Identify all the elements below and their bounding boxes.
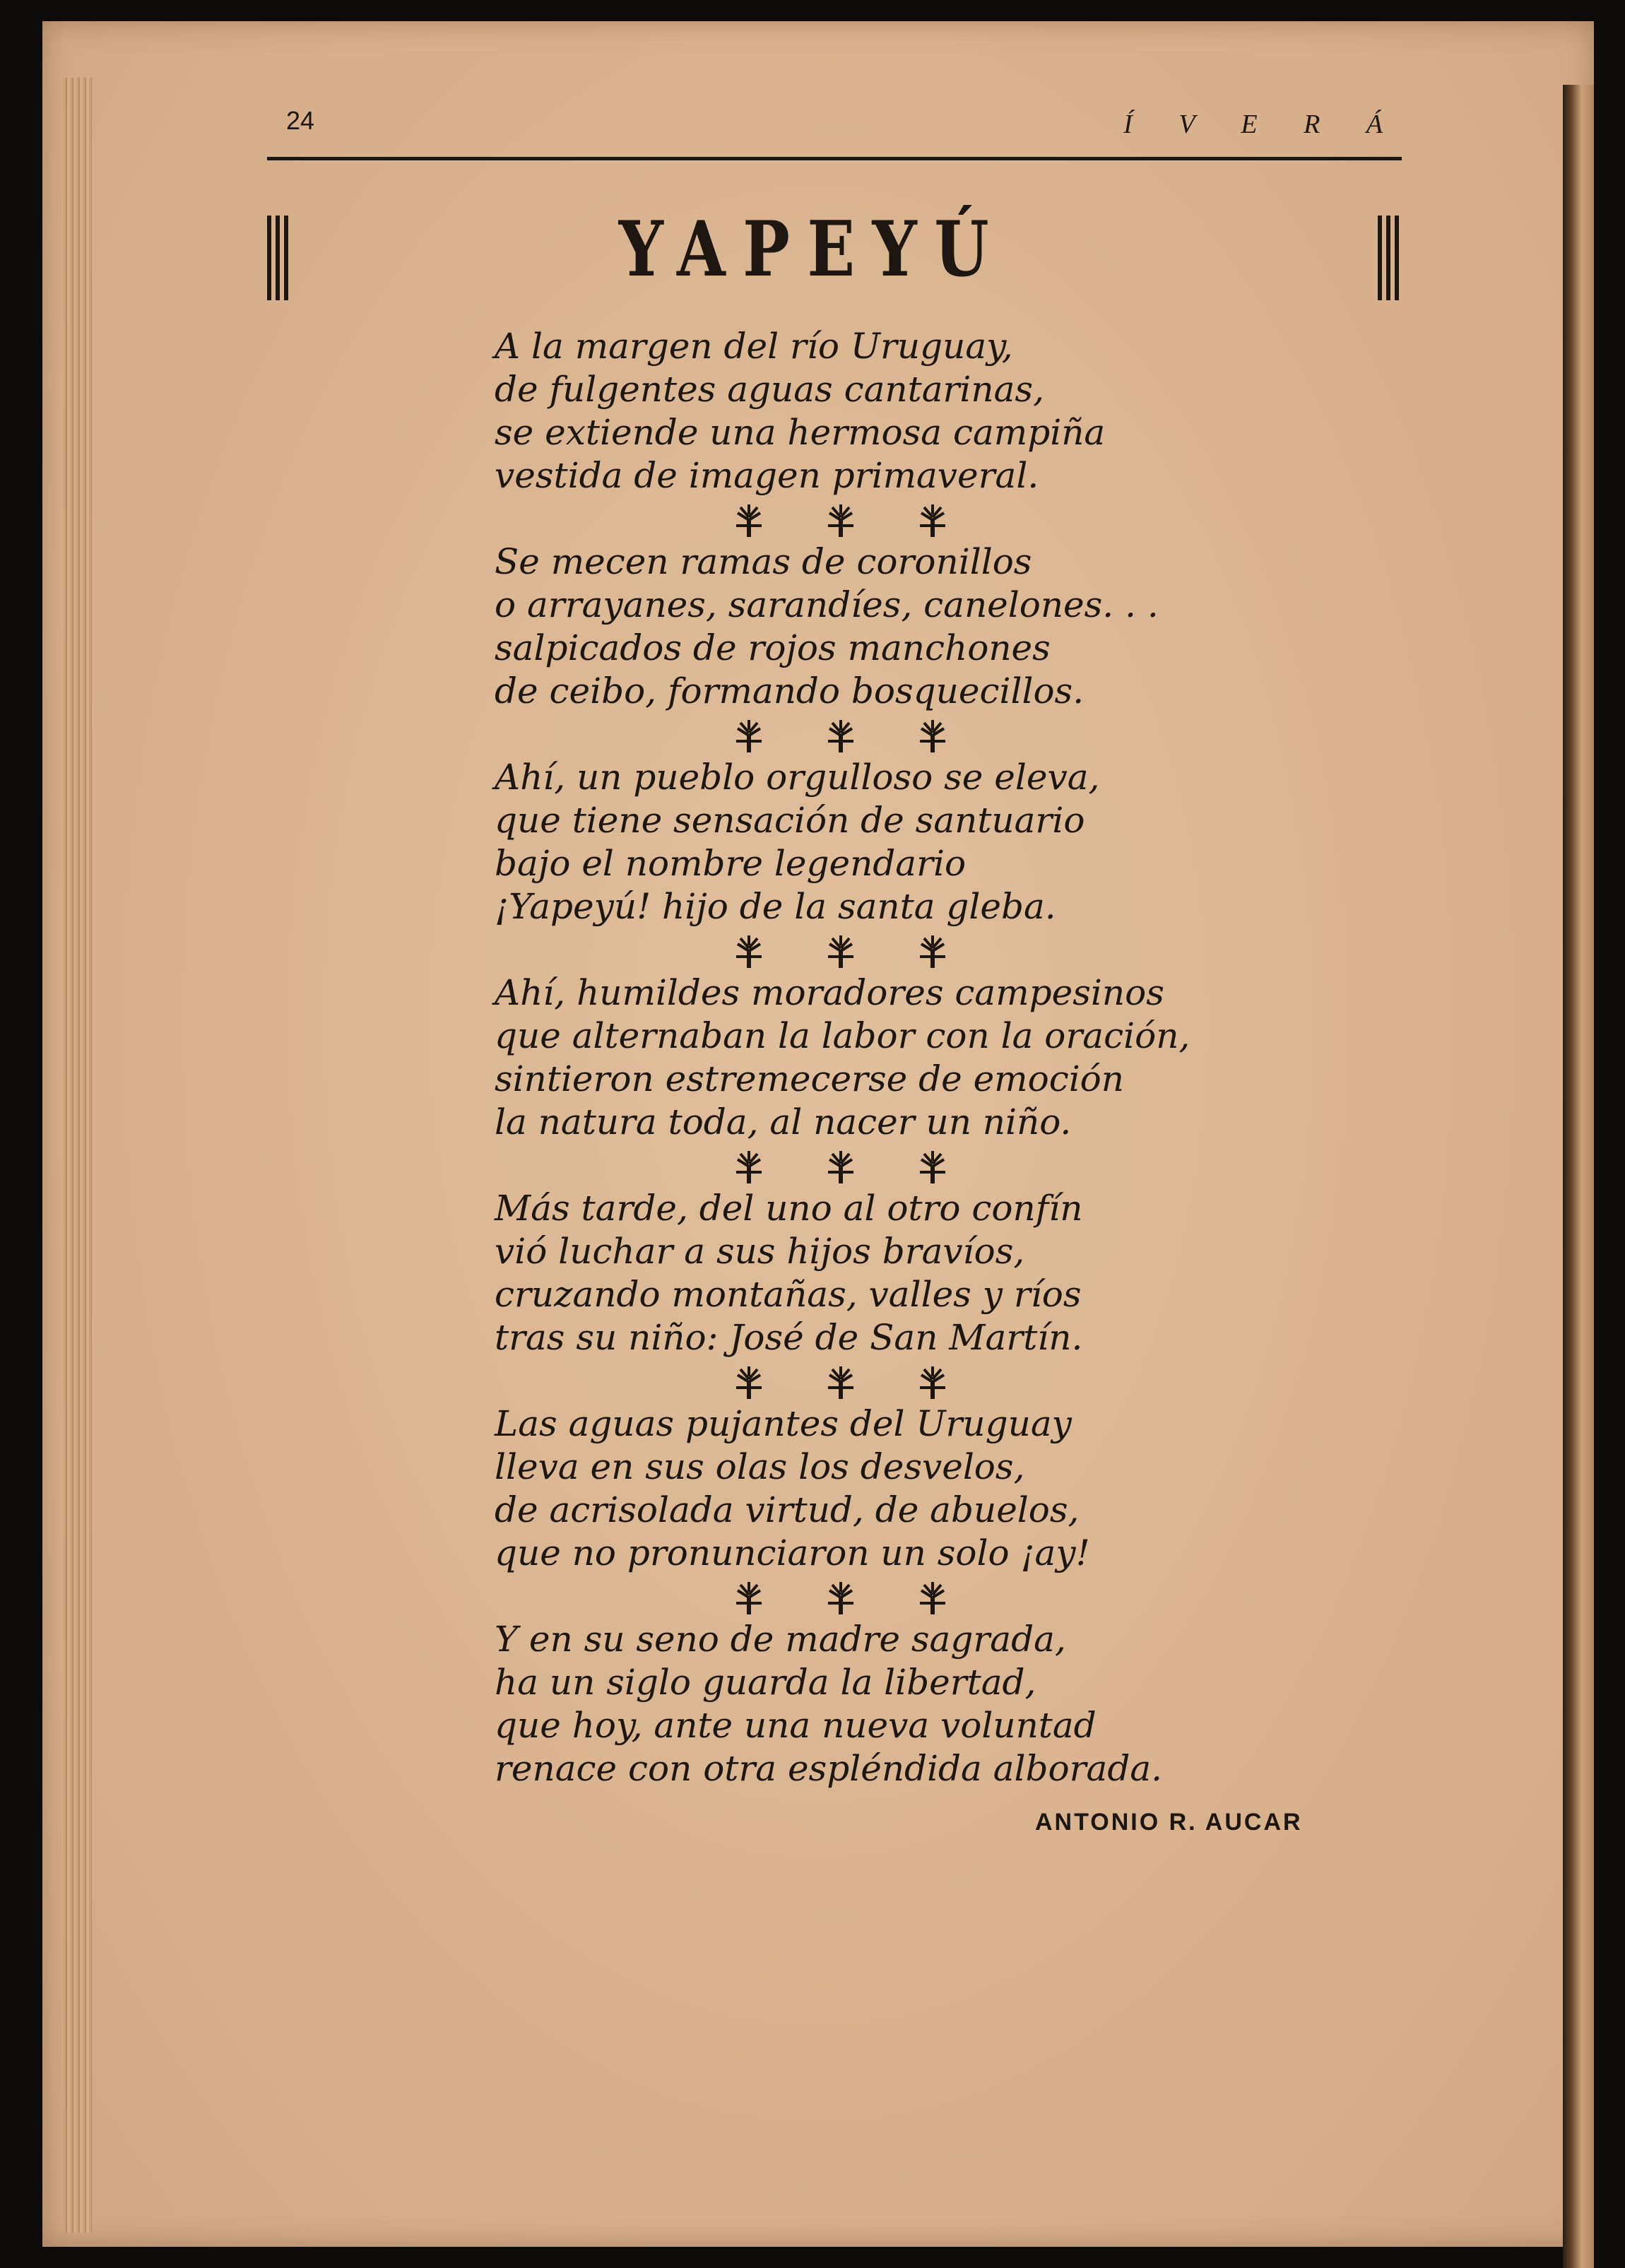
poem-line: renace con otra espléndida alborada.	[495, 1748, 1163, 1789]
poem-line: que hoy, ante una nueva voluntad	[495, 1705, 1097, 1746]
tree-ornament-icon	[736, 1582, 762, 1614]
stanza	[495, 756, 1413, 928]
tree-ornament-icon	[828, 720, 853, 752]
stanza-divider	[721, 713, 954, 756]
running-title: Í V E R Á	[1123, 110, 1402, 139]
poem-body	[495, 325, 1413, 1790]
poem-line: Ahí, un pueblo orgulloso se eleva,	[495, 757, 1100, 798]
tree-ornament-icon	[828, 504, 853, 537]
header-rule	[267, 157, 1402, 160]
poem-line: Ahí, humildes moradores campesinos	[495, 972, 1164, 1013]
poem-line: que alternaban la labor con la oración,	[495, 1015, 1190, 1056]
poem-title: YAPEYÚ	[618, 205, 1007, 294]
tree-ornament-icon	[920, 504, 945, 537]
poem-line: ha un siglo guarda la libertad,	[495, 1662, 1036, 1703]
poem-author: ANTONIO R. AUCAR	[1035, 1809, 1303, 1836]
poem-line: la natura toda, al nacer un niño.	[495, 1101, 1072, 1142]
stanza	[495, 1618, 1413, 1790]
poem-line: A la margen del río Uruguay,	[495, 326, 1013, 367]
tree-ornament-icon	[920, 1151, 945, 1183]
stanza-divider	[721, 1359, 954, 1402]
poem-line: Se mecen ramas de coronillos	[495, 541, 1032, 582]
tree-ornament-icon	[736, 935, 762, 968]
page-header	[286, 106, 1402, 148]
poem-line: vió luchar a sus hijos bravíos,	[495, 1231, 1025, 1272]
page-stack-edge	[64, 78, 92, 2233]
poem-line: Y en su seno de madre sagrada,	[495, 1619, 1066, 1660]
poem-line: o arrayanes, sarandíes, canelones. . .	[495, 584, 1159, 625]
poem-line: salpicados de rojos manchones	[495, 627, 1051, 668]
poem-line: Más tarde, del uno al otro confín	[495, 1188, 1083, 1229]
tree-ornament-icon	[920, 1582, 945, 1614]
stanza	[495, 1187, 1413, 1359]
poem-line: sintieron estremecerse de emoción	[495, 1058, 1124, 1099]
stanza	[495, 1402, 1413, 1575]
poem-line: de fulgentes aguas cantarinas,	[495, 369, 1044, 410]
poem-line: de ceibo, formando bosquecillos.	[495, 671, 1085, 711]
poem-line: ¡Yapeyú! hijo de la santa gleba.	[495, 886, 1056, 927]
poem-line: que no pronunciaron un solo ¡ay!	[495, 1532, 1090, 1573]
stanza-divider	[721, 1144, 954, 1187]
page-number: 24	[286, 106, 315, 135]
tree-ornament-icon	[736, 504, 762, 537]
poem-line: lleva en sus olas los desvelos,	[495, 1446, 1025, 1487]
tree-ornament-icon	[828, 1582, 853, 1614]
stanza-divider	[721, 1575, 954, 1618]
tree-ornament-icon	[920, 720, 945, 752]
poem-line: de acrisolada virtud, de abuelos,	[495, 1489, 1080, 1530]
stanza	[495, 971, 1413, 1144]
tree-ornament-icon	[828, 935, 853, 968]
tree-ornament-icon	[920, 1366, 945, 1399]
tree-ornament-icon	[736, 720, 762, 752]
tree-ornament-icon	[828, 1366, 853, 1399]
tree-ornament-icon	[920, 935, 945, 968]
stanza-divider	[721, 497, 954, 541]
poem-line: bajo el nombre legendario	[495, 843, 967, 884]
binding-edge	[1563, 85, 1594, 2268]
poem-line: que tiene sensación de santuario	[495, 800, 1085, 841]
poem-line: se extiende una hermosa campiña	[495, 412, 1106, 453]
tree-ornament-icon	[828, 1151, 853, 1183]
poem-line: tras su niño: José de San Martín.	[495, 1317, 1083, 1358]
stanza	[495, 541, 1413, 713]
poem-line: vestida de imagen primaveral.	[495, 455, 1039, 496]
tree-ornament-icon	[736, 1151, 762, 1183]
poem-line: cruzando montañas, valles y ríos	[495, 1274, 1082, 1315]
tree-ornament-icon	[736, 1366, 762, 1399]
stanza-divider	[721, 928, 954, 971]
poem-line: Las aguas pujantes del Uruguay	[495, 1403, 1072, 1444]
stanza	[495, 325, 1413, 497]
